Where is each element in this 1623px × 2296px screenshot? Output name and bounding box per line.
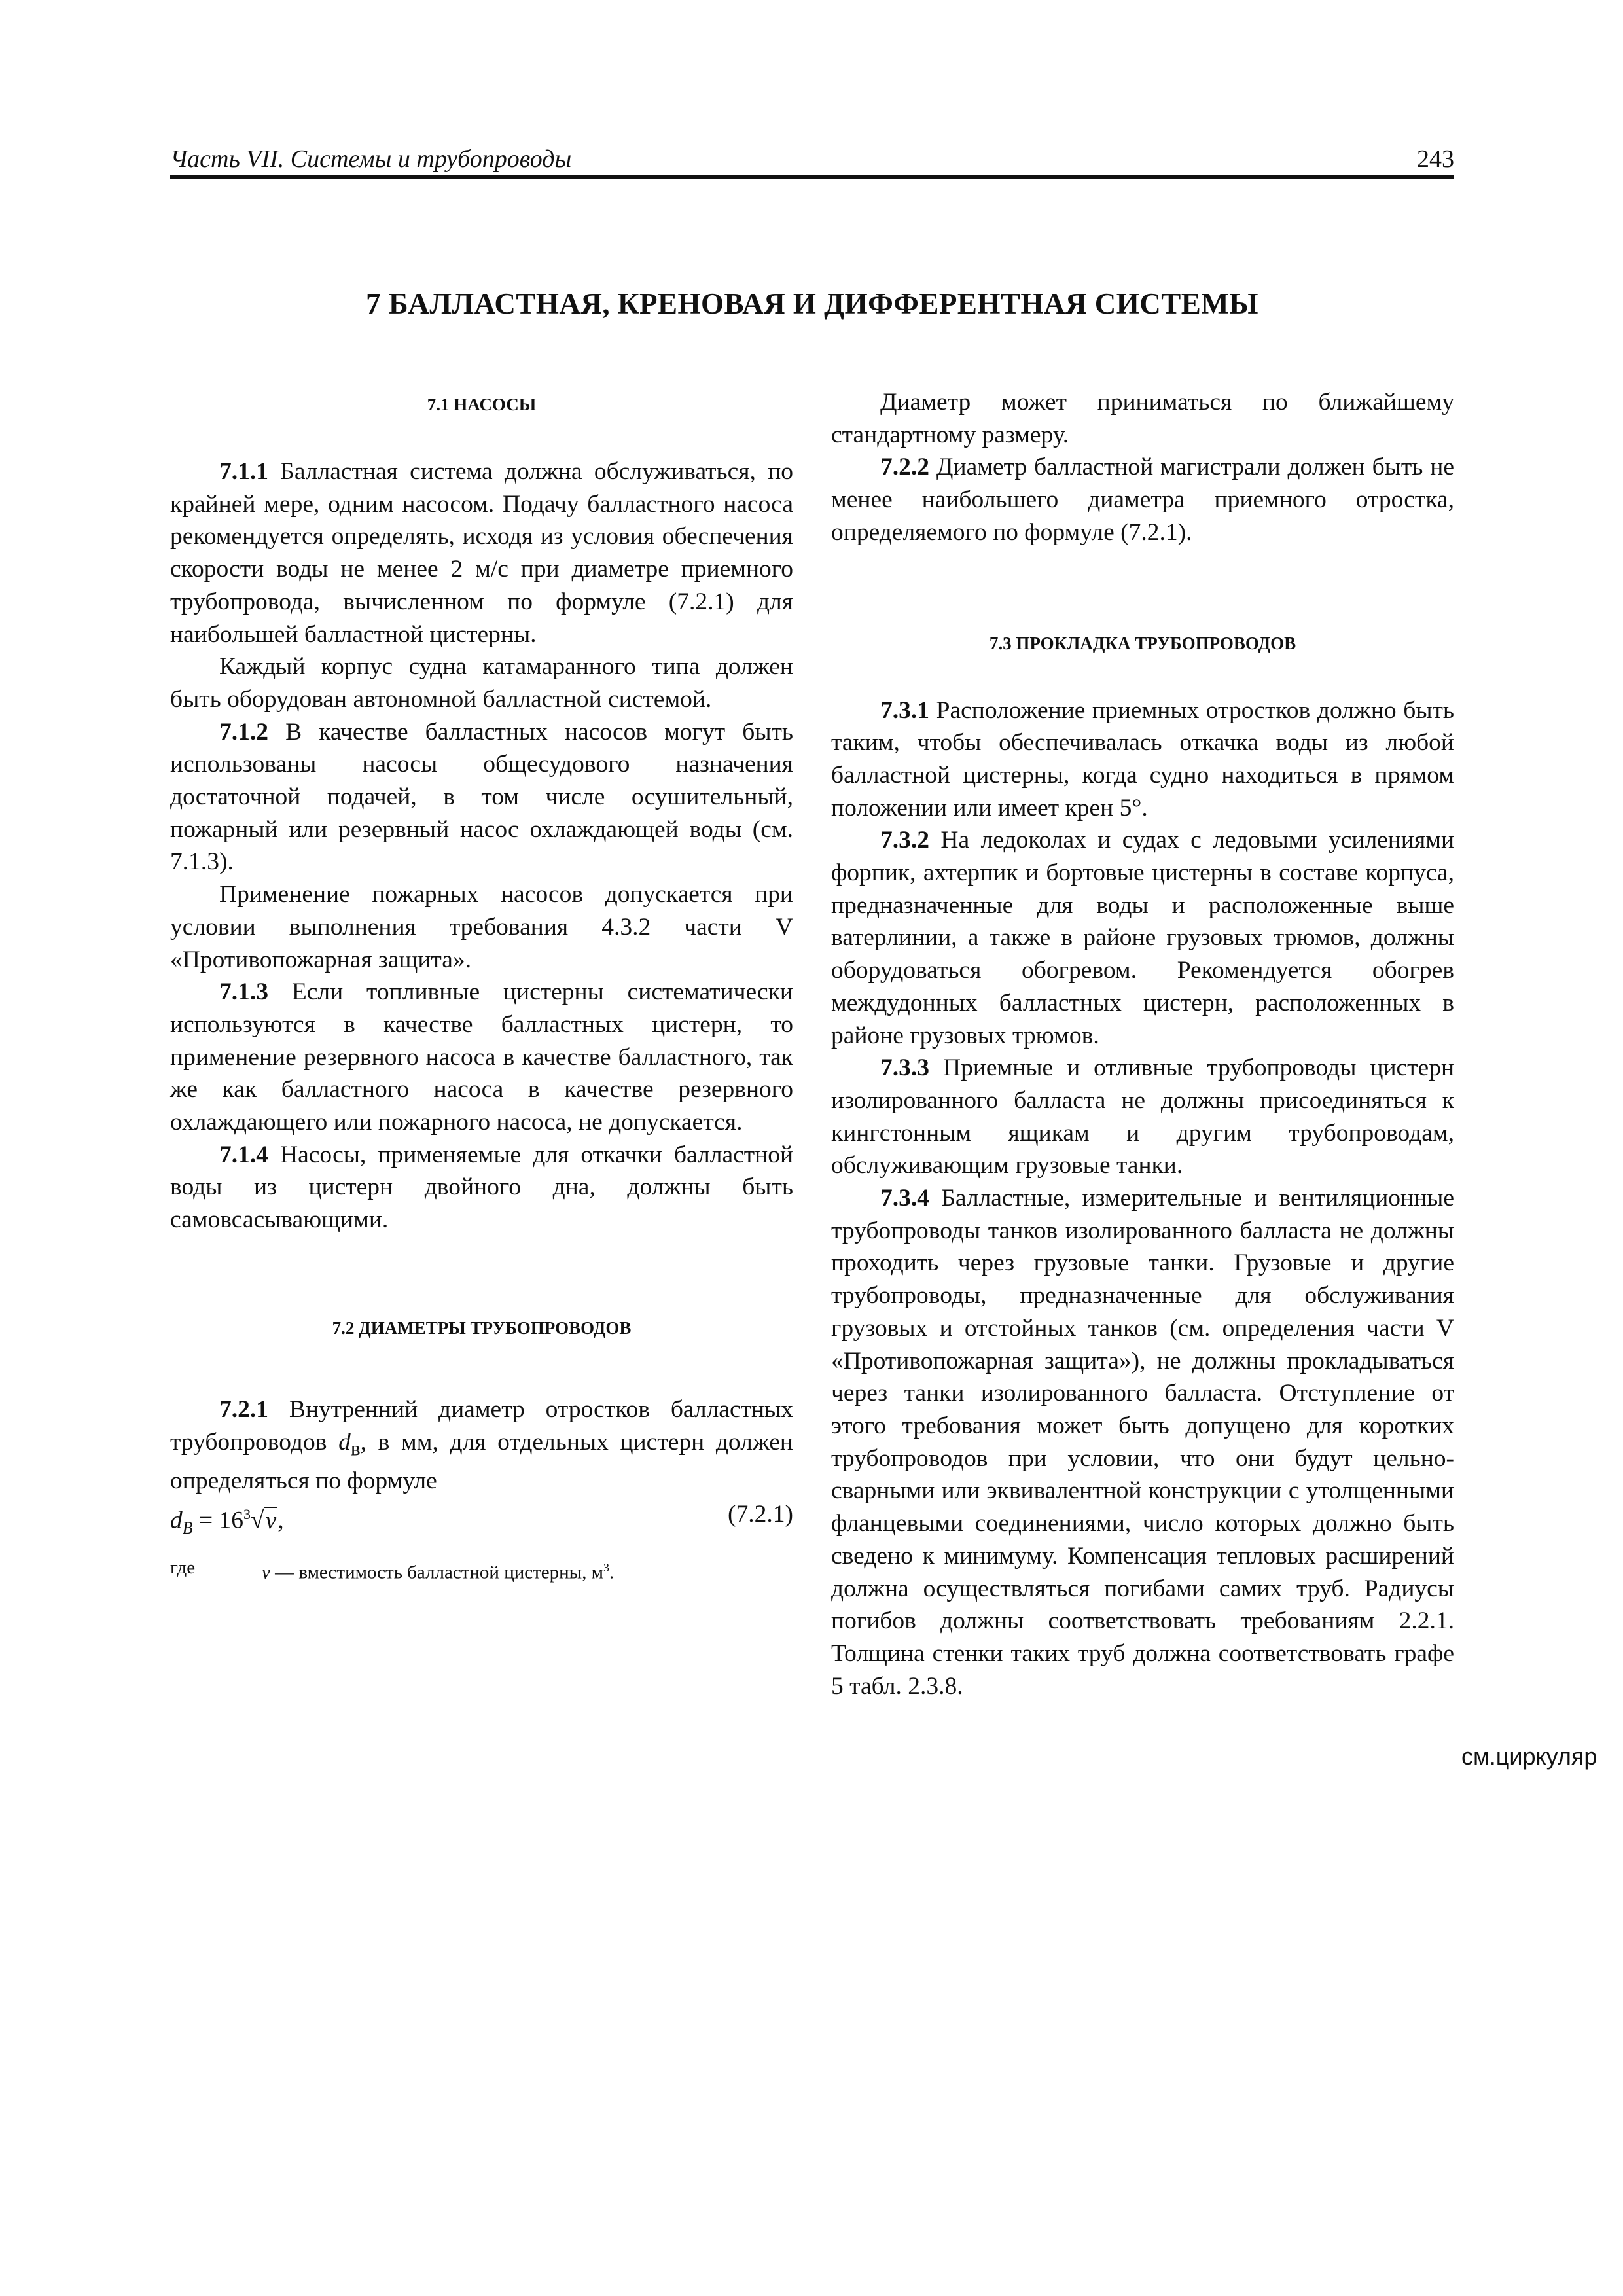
paragraph-text: Балластные, измерительные и вентиляционные трубопроводы танков изолированного балласта не должны проходить через грузовые танки. Грузовые и другие трубопроводы, предназначенные для обслуживания грузовых и отстойных танков (см. определения части V «Противопожарная защита»), не должны прокладываться через танки изолированного балласта. Отступление от этого требования может быть допущено для коротких трубопроводов при условии, что они будут цельно-сварными или эквивалентной конструкции с утолщенными фланцевыми соединениями, число которых должно быть сведено к минимуму. Компенсация тепловых расширений должна осуществляться погибами самих труб. Радиусы погибов должны соответствовать требованиям 2.2.1. Толщина стенки таких труб должна соответствовать графе 5 табл. 2.3.8.: [831, 1185, 1454, 1700]
variable-d: d: [338, 1428, 351, 1456]
section-title-7-3: 7.3 ПРОКЛАДКА ТРУБОПРОВОДОВ: [989, 633, 1296, 653]
right-column: [831, 386, 1454, 1702]
header-rule: [170, 175, 1454, 179]
clause-number: 7.2.1: [219, 1395, 268, 1423]
legend-label: где: [170, 1557, 196, 1579]
paragraph-7-1-1: [170, 456, 793, 651]
paragraph-7-1-4: [170, 1139, 793, 1236]
paragraph-7-1-1-cont: Каждый корпус судна катамаранного типа должен быть оборудован автономной балластной системой.: [170, 653, 793, 713]
left-column: [170, 386, 794, 1584]
paragraph-7-3-3: [831, 1052, 1454, 1182]
variable-subscript: в: [350, 1437, 361, 1460]
running-header-title: Часть VII. Системы и трубопроводы: [170, 145, 572, 173]
clause-number: 7.3.4: [880, 1185, 929, 1212]
clause-number: 7.3.1: [880, 696, 929, 724]
paragraph-7-3-2: [831, 824, 1454, 1052]
chapter-title: 7 БАЛЛАСТНАЯ, КРЕНОВАЯ И ДИФФЕРЕНТНАЯ СИСТЕМЫ: [366, 287, 1258, 320]
paragraph-text: Внутренний диаметр отростков балластных трубопроводов: [170, 1395, 793, 1456]
paragraph-7-2-1: [170, 1393, 793, 1498]
formula-number: (7.2.1): [728, 1501, 793, 1528]
paragraph-text: Балластная система должна обслуживаться, по крайней мере, одним насосом. Подачу балластного насоса рекомендуется определять, исходя из условия обеспечения скорости воды не менее 2 м/с при диаметре приемного трубопровода, вычисленном по формуле (7.2.1) для наибольшей балластной цистерны.: [170, 458, 794, 648]
formula-7-2-1: [170, 1498, 793, 1538]
section-title-7-2: 7.2 ДИАМЕТРЫ ТРУБОПРОВОДОВ: [332, 1318, 632, 1338]
paragraph-text: Если топливные цистерны систематически используются в качестве балластных цистерн, то применение резервного насоса в качестве балластного, так же как балластного насоса в качестве резервного охлаждающего или пожарного насоса, не допускается.: [170, 978, 793, 1136]
paragraph-7-1-2: [170, 716, 793, 879]
paragraph-text: Диаметр балластной магистрали должен быть не менее наибольшего диаметра приемного отростка, определяемого по формуле (7.2.1).: [831, 454, 1455, 546]
clause-number: 7.2.2: [880, 454, 929, 481]
paragraph-7-2-2: [831, 451, 1454, 548]
clause-number: 7.3.2: [880, 827, 929, 854]
paragraph-7-2-1-cont: Диаметр может приниматься по ближайшему стандартному размеру.: [831, 389, 1454, 448]
paragraph-text: Насосы, применяемые для откачки балластной воды из цистерн двойного дна, должны быть самовсасывающими.: [170, 1141, 794, 1234]
paragraph-7-3-4: [831, 1182, 1454, 1702]
section-title-7-1: 7.1 НАСОСЫ: [427, 395, 537, 414]
clause-number: 7.1.4: [219, 1141, 268, 1168]
running-header: [170, 143, 1454, 175]
formula-legend: [170, 1554, 793, 1584]
paragraph-7-1-2-cont: Применение пожарных насосов допускается при условии выполнения требования 4.3.2 части V «Противопожарная защита».: [170, 881, 793, 973]
legend-text: v — вместимость балластной цистерны, $м^3$.: [262, 1561, 615, 1584]
clause-number: 7.1.1: [219, 458, 268, 485]
paragraph-text: Расположение приемных отростков должно быть таким, чтобы обеспечивалась откачка воды из любой балластной цистерны, когда судно находиться в прямом положении или имеет крен 5°.: [831, 696, 1455, 821]
clause-number: 7.1.2: [219, 718, 268, 745]
paragraph-7-1-3: [170, 976, 793, 1139]
formula-expression: $d_B = 16^3√v$,: [170, 1506, 284, 1538]
clause-number: 7.1.3: [219, 978, 268, 1006]
clause-number: 7.3.3: [880, 1054, 929, 1082]
paragraph-text: На ледоколах и судах с ледовыми усилениями форпик, ахтерпик и бортовые цистерны в составе корпуса, предназначенные для воды и расположенные выше ватерлинии, а также в районе грузовых трюмов, должны оборудоваться обогревом. Рекомендуется обогрев междудонных балластных цистерн, расположенных в районе грузовых трюмов.: [831, 827, 1455, 1049]
margin-note: см.циркуляр: [1461, 1743, 1597, 1770]
paragraph-7-3-1: [831, 694, 1454, 825]
paragraph-text: В качестве балластных насосов могут быть использованы насосы общесудового назначения достаточной подачей, в том числе осушительный, пожарный или резервный насос охлаждающей воды (см. 7.1.3).: [170, 718, 794, 876]
page-number: 243: [1417, 145, 1454, 173]
paragraph-text: Приемные и отливные трубопроводы цистерн изолированного балласта не должны присоединяться к кингстонным ящикам и другим трубопроводам, обслуживающим грузовые танки.: [831, 1054, 1455, 1179]
paragraph-text: , в мм, для отдельных цистерн должен определяться по формуле: [170, 1428, 793, 1494]
